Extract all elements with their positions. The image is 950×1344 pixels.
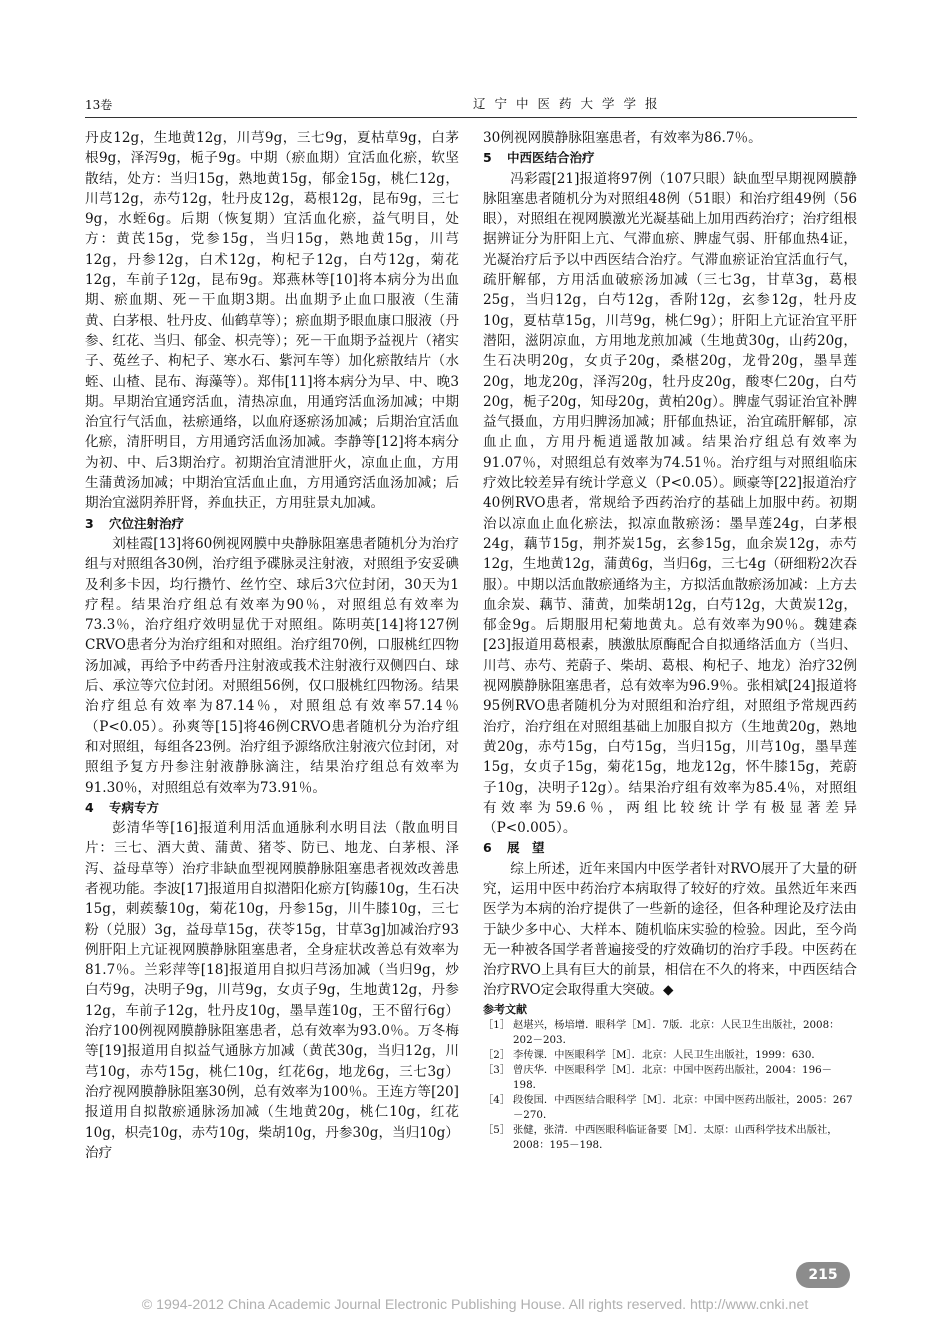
header-rule [85, 117, 857, 118]
body-paragraph: 30例视网膜静脉阻塞患者，有效率为86.7％。 [483, 130, 762, 146]
running-header [85, 92, 855, 114]
copyright-footer: © 1994-2012 China Academic Journal Electronic Publishing House. All rights reserved. http://www.cnki.net [141, 1297, 809, 1313]
reference-text: 赵堪兴，杨培增．眼科学［M］．7版．北京：人民卫生出版社，2008：202－203． [513, 1018, 840, 1046]
reference-number: ［5］ [483, 1123, 511, 1136]
reference-text: 曾庆华．中医眼科学［M］．北京：中国中医药出版社，2004：196－198． [513, 1063, 832, 1091]
reference-text: 段俊国．中西医结合眼科学［M］．北京：中国中医药出版社，2005：267－270． [513, 1093, 853, 1121]
reference-text: 张健，张清．中西医眼科临证备要［M］．太原：山西科学技术出版社，2008：195－198． [513, 1123, 838, 1151]
right-column-body [483, 128, 857, 1001]
reference-number: ［3］ [483, 1063, 511, 1076]
section-number: 6 [483, 840, 492, 856]
page-number-badge: 215 [796, 1262, 850, 1288]
body-paragraph: 冯彩霞[21]报道将97例（107只眼）缺血型早期视网膜静脉阻塞患者随机分为对照组48例（51眼）和治疗组49例（56眼），对照组在视网膜激光光凝基础上加用西药治疗；治疗组根据辨证分为肝阳上亢、气滞血瘀、脾虚气弱、肝郁血热4证，光凝治疗后予以中西医结合治疗。气滞血瘀证治宜活血行气，疏肝解郁，方用活血破瘀汤加减（三七3g，甘草3g，葛根25g，当归12g，白芍12g，香附12g，玄参12g，牡丹皮10g，夏枯草15g，川芎9g，桃仁9g）；肝阳上亢证治宜平肝潜阳，滋阴凉血，方用地龙煎加减（生地黄30g，山药20g，生石决明20g，女贞子20g，桑椹20g，龙骨20g，墨旱莲20g，地龙20g，泽泻20g，牡丹皮20g，酸枣仁20g，白芍20g，栀子20g，知母20g，黄柏20g）。脾虚气弱证治宜补脾益气摄血，方用归脾汤加减；肝郁血热证，治宜疏肝解郁，凉血止血，方用丹栀逍遥散加减。结果治疗组总有效率为91.07％，对照组总有效率为74.51％。治疗组与对照组临床疗效比较差异有统计学意义（P<0.05）。顾豪等[22]报道治疗40例RVO患者，常规给予西药治疗的基础上加服中药。初期治以凉血止血化瘀法，拟凉血散瘀汤：墨旱莲24g，白茅根24g，藕节15g，荆芥炭15g，玄参15g，血余炭12g，赤芍12g，生地黄12g，蒲黄6g，当归6g，三七4g（研细粉2次吞服）。中期以活血散瘀通络为主，方拟活血散瘀汤加减：上方去血余炭、藕节、蒲黄，加柴胡12g，白芍12g，大黄炭12g，郁金9g。后期服用杞菊地黄丸。总有效率为90％。魏建森[23]报道用葛根素，胰激肽原酶配合自拟通络活血方（当归、川芎、赤芍、茺蔚子、柴胡、葛根、枸杞子、地龙）治疗32例视网膜静脉阻塞患者，总有效率为96.9％。张相斌[24]报道将95例RVO患者随机分为对照组和治疗组，对照组予常规西药治疗，治疗组在对照组基础上加服自拟方（生地黄20g，熟地黄20g，赤芍15g，白芍15g，当归15g，川芎10g，墨旱莲15g，女贞子15g，菊花15g，地龙12g，怀牛膝15g，茺蔚子10g，决明子12g）。结果治疗组有效率为85.4％，对照组有效率为59.6％，两组比较统计学有极显著差异（P<0.005）。 [483, 170, 857, 837]
section-title: 中西医结合治疗 [507, 150, 595, 166]
references-list [483, 1018, 857, 1153]
references-heading: 参考文献 [483, 1002, 527, 1016]
reference-item [483, 1048, 857, 1063]
section-heading [85, 514, 459, 534]
reference-item [483, 1018, 857, 1048]
body-paragraph: 丹皮12g，生地黄12g，川芎9g，三七9g，夏枯草9g，白茅根9g，泽泻9g，栀子9g。中期（瘀血期）宜活血化瘀，软坚散结，处方：当归15g，熟地黄15g，郁金15g，桃仁12g，川芎12g，赤芍12g，牡丹皮12g，葛根12g，昆布9g，三七9g，水蛭6g。后期（恢复期）宜活血化瘀，益气明目，处方：黄芪15g，党参15g，当归15g，熟地黄15g，川芎12g，丹参12g，白术12g，枸杞子12g，白芍12g，菊花12g，车前子12g，昆布9g。郑燕林等[10]将本病分为出血期、瘀血期、死－干血期3期。出血期予止血口服液（生蒲黄、白茅根、牡丹皮、仙鹤草等）；瘀血期予眼血康口服液（丹参、红花、当归、郁金、枳壳等）；死－干血期予益视片（褚实子、菟丝子、枸杞子、寒水石、紫河车等）加化瘀散结片（水蛭、山楂、昆布、海藻等）。郑伟[11]将本病分为早、中、晚3期。早期治宜通窍活血，清热凉血，用通窍活血汤加减；中期治宜行气活血，祛瘀通络，以血府逐瘀汤加减；后期治宜活血化瘀，清肝明目，方用通窍活血汤加减。李静等[12]将本病分为初、中、后3期治疗。初期治宜清泄肝火，凉血止血，方用生蒲黄汤加减；中期治宜活血止血，方用通窍活血汤加减；后期治宜滋阴养肝肾，养血扶正，方用驻景丸加减。 [85, 130, 459, 512]
reference-item [483, 1063, 857, 1093]
reference-text: 李传课．中医眼科学［M］．北京：人民卫生出版社，1999：630． [513, 1048, 822, 1061]
section-heading [483, 148, 857, 168]
journal-title: 辽宁中医药大学学报 [473, 96, 667, 111]
volume-label: 13卷 [85, 98, 113, 112]
right-column [483, 128, 857, 1153]
body-paragraph: 刘桂霞[13]将60例视网膜中央静脉阻塞患者随机分为治疗组与对照组各30例，治疗组予碟脉灵注射液，对照组予安妥碘及利多卡因，均行攒竹、丝竹空、球后3穴位封闭，30天为1疗程。结果治疗组总有效率为90％，对照组总有效率为73.3％，治疗组疗效明显优于对照组。陈明英[14]将127例CRVO患者分为治疗组和对照组。治疗组70例，口服桃红四物汤加减，再给予中药香丹注射液或莪术注射液行双侧四白、球后、承泣等穴位封闭。对照组56例，仅口服桃红四物汤。结果治疗组总有效率为87.14％，对照组总有效率57.14％（P<0.05）。孙爽等[15]将46例CRVO患者随机分为治疗组和对照组，每组各23例。治疗组予源络欣注射液穴位封闭，对照组予复方丹参注射液静脉滴注，结果治疗组总有效率为91.30％，对照组总有效率为73.91％。 [85, 535, 459, 796]
section-title: 展 望 [507, 840, 545, 856]
reference-item [483, 1093, 857, 1123]
reference-item [483, 1123, 857, 1153]
section-heading [85, 798, 459, 818]
section-number: 3 [85, 515, 94, 531]
reference-number: ［4］ [483, 1093, 511, 1106]
section-title: 专病专方 [109, 799, 160, 815]
reference-number: ［1］ [483, 1018, 511, 1031]
section-number: 4 [85, 799, 94, 815]
section-number: 5 [483, 150, 492, 166]
section-title: 穴位注射治疗 [109, 515, 185, 531]
body-paragraph: 综上所述，近年来国内中医学者针对RVO展开了大量的研究，运用中医中药治疗本病取得了较好的疗效。虽然近年来西医学为本病的治疗提供了一些新的途径，但各种理论及疗法由于缺少多中心、大样本、随机临床实验的检验。因此，至今尚无一种被各国学者普遍接受的疗效确切的治疗手段。中医药在治疗RVO上具有巨大的前景，相信在不久的将来，中西医结合治疗RVO定会取得重大突破。◆ [483, 860, 857, 999]
section-heading [483, 838, 857, 858]
body-paragraph: 彭清华等[16]报道利用活血通脉利水明目法（散血明目片：三七、酒大黄、蒲黄、猪苓、防已、地龙、白茅根、泽泻、益母草等）治疗非缺血型视网膜静脉阻塞患者视效改善患者视功能。李波[17]报道用自拟潜阳化瘀方[钩藤10g，生石决15g，刺蒺藜10g，菊花10g，丹参15g，川牛膝10g，三七粉（兑服）3g，益母草15g，茯苓15g，甘草3g]加减治疗93例肝阳上亢证视网膜静脉阻塞患者，全身症状改善总有效率为81.7％。兰彩萍等[18]报道用自拟归芎汤加减（当归9g，炒白芍9g，决明子9g，川芎9g，女贞子9g，生地黄12g，丹参12g，车前子12g，牡丹皮10g，墨旱莲10g，王不留行6g）治疗100例视网膜静脉阻塞患者，总有效率为93.0％。万冬梅等[19]报道用自拟益气通脉方加减（黄芪30g，当归12g，川芎10g，赤芍15g，桃仁10g，红花6g，地龙6g，三七3g）治疗视网膜静脉阻塞30例，总有效率为100％。王连方等[20]报道用自拟散瘀通脉汤加减（生地黄20g，桃仁10g，红花10g，枳壳10g，赤芍10g，柴胡10g，丹参30g，当归10g）治疗 [85, 820, 459, 1161]
left-column [85, 128, 459, 1163]
reference-number: ［2］ [483, 1048, 511, 1061]
